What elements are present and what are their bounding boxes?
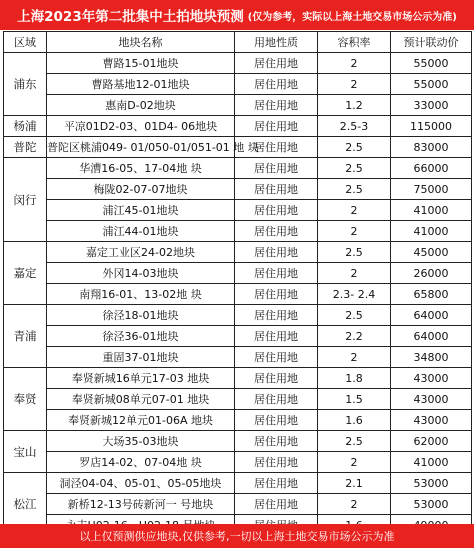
land-use-cell: 居住用地 <box>235 305 318 326</box>
plot-ratio-cell: 2 <box>318 200 391 221</box>
table-row <box>4 389 472 410</box>
plot-ratio-cell: 2.5 <box>318 137 391 158</box>
land-use-cell: 居住用地 <box>235 263 318 284</box>
price-cell: 45000 <box>391 242 472 263</box>
price-cell: 53000 <box>391 473 472 494</box>
plot-ratio-cell: 2 <box>318 263 391 284</box>
parcel-name-cell: 梅陇02-07-07地块 <box>47 179 235 200</box>
header-district: 区域 <box>4 32 47 53</box>
district-cell: 杨浦 <box>4 116 47 137</box>
plot-ratio-cell: 2 <box>318 494 391 515</box>
land-use-cell: 居住用地 <box>235 158 318 179</box>
table-row <box>4 326 472 347</box>
header-parcel-name: 地块名称 <box>47 32 235 53</box>
price-cell: 41000 <box>391 452 472 473</box>
price-cell: 62000 <box>391 431 472 452</box>
district-cell: 青浦 <box>4 305 47 368</box>
price-cell: 66000 <box>391 158 472 179</box>
parcel-name-cell: 华漕16-05、17-04地 块 <box>47 158 235 179</box>
table-row <box>4 368 472 389</box>
parcel-name-cell: 南翔16-01、13-02地 块 <box>47 284 235 305</box>
table-row <box>4 494 472 515</box>
price-cell: 43000 <box>391 368 472 389</box>
plot-ratio-cell: 2 <box>318 347 391 368</box>
parcel-name-cell: 徐泾18-01地块 <box>47 305 235 326</box>
parcel-name-cell: 普陀区桃浦049- 01/050-01/051-01 地 块 <box>47 137 235 158</box>
parcel-name-cell: 曹路基地12-01地块 <box>47 74 235 95</box>
plot-ratio-cell: 2.5-3 <box>318 116 391 137</box>
header-land-use: 用地性质 <box>235 32 318 53</box>
table-row <box>4 74 472 95</box>
parcel-name-cell: 奉贤新城12单元01-06A 地块 <box>47 410 235 431</box>
parcel-name-cell: 徐泾36-01地块 <box>47 326 235 347</box>
table-row <box>4 473 472 494</box>
parcel-name-cell: 新桥12-13号砖新河一 号地块 <box>47 494 235 515</box>
table-row <box>4 53 472 74</box>
title-banner <box>0 0 474 30</box>
plot-ratio-cell: 2.5 <box>318 158 391 179</box>
plot-ratio-cell: 2.5 <box>318 431 391 452</box>
price-cell: 34800 <box>391 347 472 368</box>
land-use-cell: 居住用地 <box>235 200 318 221</box>
table-row <box>4 242 472 263</box>
parcel-name-cell: 浦江45-01地块 <box>47 200 235 221</box>
plot-ratio-cell: 2.5 <box>318 242 391 263</box>
table-row <box>4 137 472 158</box>
price-cell: 75000 <box>391 179 472 200</box>
price-cell: 55000 <box>391 53 472 74</box>
parcel-name-cell: 外冈14-03地块 <box>47 263 235 284</box>
district-cell: 浦东 <box>4 53 47 116</box>
plot-ratio-cell: 1.6 <box>318 410 391 431</box>
table-row <box>4 284 472 305</box>
land-parcel-table <box>3 31 472 536</box>
price-cell: 43000 <box>391 410 472 431</box>
plot-ratio-cell: 2.1 <box>318 473 391 494</box>
table-row <box>4 347 472 368</box>
land-use-cell: 居住用地 <box>235 116 318 137</box>
land-use-cell: 居住用地 <box>235 389 318 410</box>
table-row <box>4 410 472 431</box>
parcel-name-cell: 奉贤新城08单元07-01 地块 <box>47 389 235 410</box>
parcel-name-cell: 重固37-01地块 <box>47 347 235 368</box>
price-cell: 33000 <box>391 95 472 116</box>
land-use-cell: 居住用地 <box>235 326 318 347</box>
plot-ratio-cell: 2.3- 2.4 <box>318 284 391 305</box>
plot-ratio-cell: 1.2 <box>318 95 391 116</box>
parcel-name-cell: 惠南D-02地块 <box>47 95 235 116</box>
land-use-cell: 居住用地 <box>235 74 318 95</box>
parcel-name-cell: 大场35-03地块 <box>47 431 235 452</box>
district-cell: 闵行 <box>4 158 47 242</box>
land-use-cell: 居住用地 <box>235 53 318 74</box>
price-cell: 43000 <box>391 389 472 410</box>
table-row <box>4 179 472 200</box>
parcel-name-cell: 平凉01D2-03、01D4- 06地块 <box>47 116 235 137</box>
plot-ratio-cell: 1.8 <box>318 368 391 389</box>
parcel-name-cell: 奉贤新城16单元17-03 地块 <box>47 368 235 389</box>
land-use-cell: 居住用地 <box>235 494 318 515</box>
table-row <box>4 95 472 116</box>
plot-ratio-cell: 1.5 <box>318 389 391 410</box>
header-price: 预计联动价 <box>391 32 472 53</box>
plot-ratio-cell: 2 <box>318 221 391 242</box>
district-cell: 松江 <box>4 473 47 536</box>
parcel-name-cell: 罗店14-02、07-04地 块 <box>47 452 235 473</box>
price-cell: 64000 <box>391 305 472 326</box>
land-use-cell: 居住用地 <box>235 137 318 158</box>
plot-ratio-cell: 2.5 <box>318 179 391 200</box>
district-cell: 普陀 <box>4 137 47 158</box>
table-row <box>4 158 472 179</box>
header-plot-ratio: 容积率 <box>318 32 391 53</box>
table-row <box>4 200 472 221</box>
parcel-name-cell: 曹路15-01地块 <box>47 53 235 74</box>
table-row <box>4 431 472 452</box>
district-cell: 奉贤 <box>4 368 47 431</box>
land-use-cell: 居住用地 <box>235 242 318 263</box>
parcel-name-cell: 浦江44-01地块 <box>47 221 235 242</box>
price-cell: 26000 <box>391 263 472 284</box>
disclaimer-note: (仅为参考，实际以上海土地交易市场公示为准) <box>247 11 457 23</box>
plot-ratio-cell: 2 <box>318 452 391 473</box>
plot-ratio-cell: 2.2 <box>318 326 391 347</box>
price-cell: 64000 <box>391 326 472 347</box>
land-use-cell: 居住用地 <box>235 95 318 116</box>
district-cell: 嘉定 <box>4 242 47 305</box>
footer-disclaimer: 以上仅预测供应地块,仅供参考,一切以上海土地交易市场公示为准 <box>79 530 395 543</box>
price-cell: 115000 <box>391 116 472 137</box>
table-row <box>4 305 472 326</box>
parcel-name-cell: 洞泾04-04、05-01、05-05地块 <box>47 473 235 494</box>
table-row <box>4 452 472 473</box>
price-cell: 53000 <box>391 494 472 515</box>
land-use-cell: 居住用地 <box>235 221 318 242</box>
land-use-cell: 居住用地 <box>235 410 318 431</box>
land-use-cell: 居住用地 <box>235 473 318 494</box>
price-cell: 83000 <box>391 137 472 158</box>
page-title: 上海2023年第二批集中土拍地块预测 <box>17 9 244 25</box>
land-use-cell: 居住用地 <box>235 347 318 368</box>
table-row <box>4 116 472 137</box>
table-header-row <box>4 32 472 53</box>
parcel-name-cell: 嘉定工业区24-02地块 <box>47 242 235 263</box>
price-cell: 41000 <box>391 200 472 221</box>
district-cell: 宝山 <box>4 431 47 473</box>
footer-banner <box>0 524 474 548</box>
land-use-cell: 居住用地 <box>235 284 318 305</box>
price-cell: 65800 <box>391 284 472 305</box>
price-cell: 55000 <box>391 74 472 95</box>
land-use-cell: 居住用地 <box>235 431 318 452</box>
table-row <box>4 263 472 284</box>
land-use-cell: 居住用地 <box>235 452 318 473</box>
plot-ratio-cell: 2 <box>318 74 391 95</box>
table-body <box>4 53 472 536</box>
table-row <box>4 221 472 242</box>
land-use-cell: 居住用地 <box>235 179 318 200</box>
plot-ratio-cell: 2.5 <box>318 305 391 326</box>
plot-ratio-cell: 2 <box>318 53 391 74</box>
price-cell: 41000 <box>391 221 472 242</box>
land-use-cell: 居住用地 <box>235 368 318 389</box>
